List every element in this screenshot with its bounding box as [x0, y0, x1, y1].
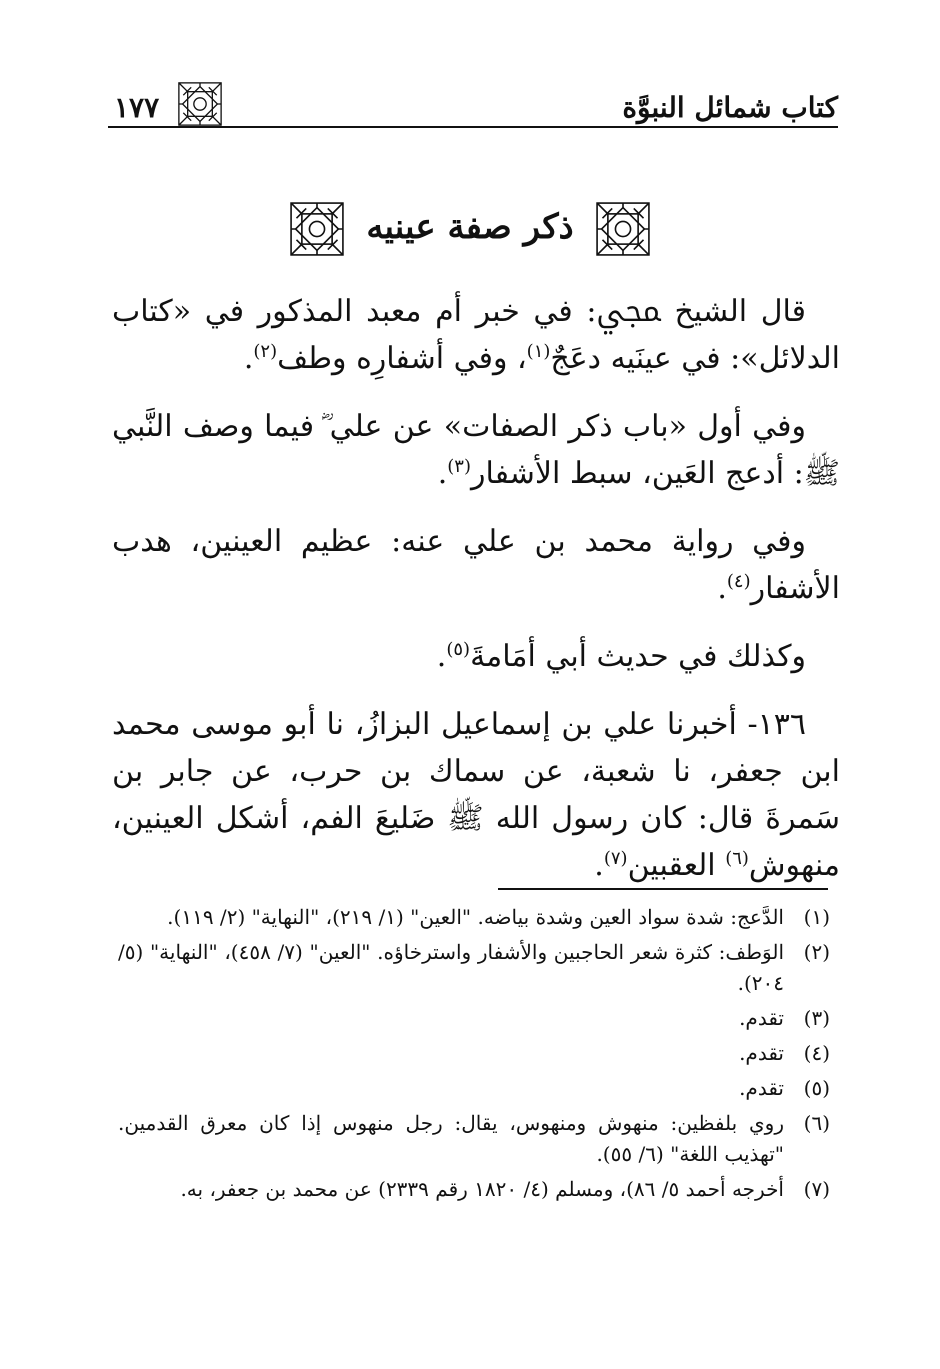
body-text	[112, 288, 840, 910]
paragraph-text: .	[436, 639, 447, 674]
footnote-text: الوَطف: كثرة شعر الحاجبين والأشفار واسترخاؤه. "العين" (٧/ ٤٥٨)، "النهاية" (٥/ ٢٠٤).	[118, 940, 785, 995]
paragraph-text: ، وفي أشفارِه وطف	[277, 341, 527, 376]
footnote-marker: (٢)	[253, 341, 278, 362]
footnote-number: (٣)	[803, 1006, 830, 1030]
footnote-text: أخرجه أحمد ٥/ ٨٦)، ومسلم (٤/ ١٨٢٠ رقم ٢٣٣٩) عن محمد بن جعفر، به.	[180, 1177, 784, 1201]
section-heading	[290, 196, 650, 260]
footnotes	[118, 902, 830, 1209]
footnote	[118, 1073, 830, 1104]
running-header	[108, 88, 838, 128]
footnote	[118, 1174, 830, 1205]
paragraph-text: وفي رواية محمد بن علي عنه: عظيم العينين، هدب الأشفار	[112, 524, 840, 606]
footnote-text: تقدم.	[739, 1006, 784, 1030]
paragraph-text: .	[243, 341, 254, 376]
footnote	[118, 937, 830, 999]
footnote-number: (٧)	[803, 1177, 830, 1201]
octagram-ornament-icon	[596, 202, 650, 256]
paragraph-text: قال الشيخ ﷀ: في خبر أم معبد المذكور في «كتاب الدلائل»: في عينَيه دعَجٌ	[112, 294, 840, 376]
footnote-number: (٥)	[803, 1076, 830, 1100]
octagram-ornament-icon	[290, 202, 344, 256]
footnote-text: الدَّعج: شدة سواد العين وشدة بياضه. "العين" (١/ ٢١٩)، "النهاية" (٢/ ١١٩).	[167, 905, 784, 929]
footnote	[118, 1003, 830, 1034]
footnote-marker: (٧)	[603, 848, 628, 869]
paragraph-text: .	[437, 456, 448, 491]
body-paragraph	[112, 403, 840, 497]
footnote-number: (٦)	[803, 1111, 830, 1135]
footnote	[118, 902, 830, 933]
paragraph-text: العقبين	[627, 848, 726, 883]
paragraph-text: وفي أول «باب ذكر الصفات» عن علي ؓ فيما وصف النَّبي ﷺ: أدعج العَين، سبط الأشفار	[112, 409, 840, 491]
footnote	[118, 1038, 830, 1069]
body-paragraph	[112, 701, 840, 889]
section-title: ذكر صفة عينيه	[366, 207, 574, 247]
paragraph-text: .	[594, 848, 604, 883]
paragraph-text: وكذلك في حديث أبي أمَامةَ	[470, 639, 806, 674]
footnote-number: (١)	[803, 905, 830, 929]
footnote-marker: (٣)	[447, 456, 471, 477]
paragraph-text: .	[717, 571, 727, 606]
paragraph-text: ١٣٦- أخبرنا علي بن إسماعيل البزازُ، نا أبو موسى محمد ابن جعفر، نا شعبة، عن سماك بن حرب، عن جابر بن سَمرةَ قال: كان رسول الله ﷺ ضَليعَ الفم، أشكل العينين، منهوش	[112, 707, 840, 883]
octagram-ornament-icon	[178, 82, 222, 126]
page-number: ١٧٧	[114, 91, 160, 124]
body-paragraph	[112, 518, 840, 612]
footnote-text: تقدم.	[739, 1041, 784, 1065]
footnote	[118, 1108, 830, 1170]
body-paragraph	[112, 633, 840, 680]
footnote-marker: (٤)	[726, 571, 751, 592]
body-paragraph	[112, 288, 840, 382]
footnote-text: روي بلفظين: منهوش ومنهوس، يقال: رجل منهوس إذا كان معرق القدمين. "تهذيب اللغة" (٦/ ٥٥).	[118, 1111, 784, 1166]
footnote-marker: (٦)	[725, 848, 749, 869]
footnote-text: تقدم.	[739, 1076, 784, 1100]
footnote-number: (٢)	[803, 940, 830, 964]
header-rule	[108, 126, 838, 128]
running-title: كتاب شمائل النبوَّة	[622, 91, 838, 124]
footnote-rule	[498, 888, 828, 890]
footnote-number: (٤)	[803, 1041, 830, 1065]
footnote-marker: (٥)	[446, 639, 471, 660]
footnote-marker: (١)	[526, 341, 551, 362]
